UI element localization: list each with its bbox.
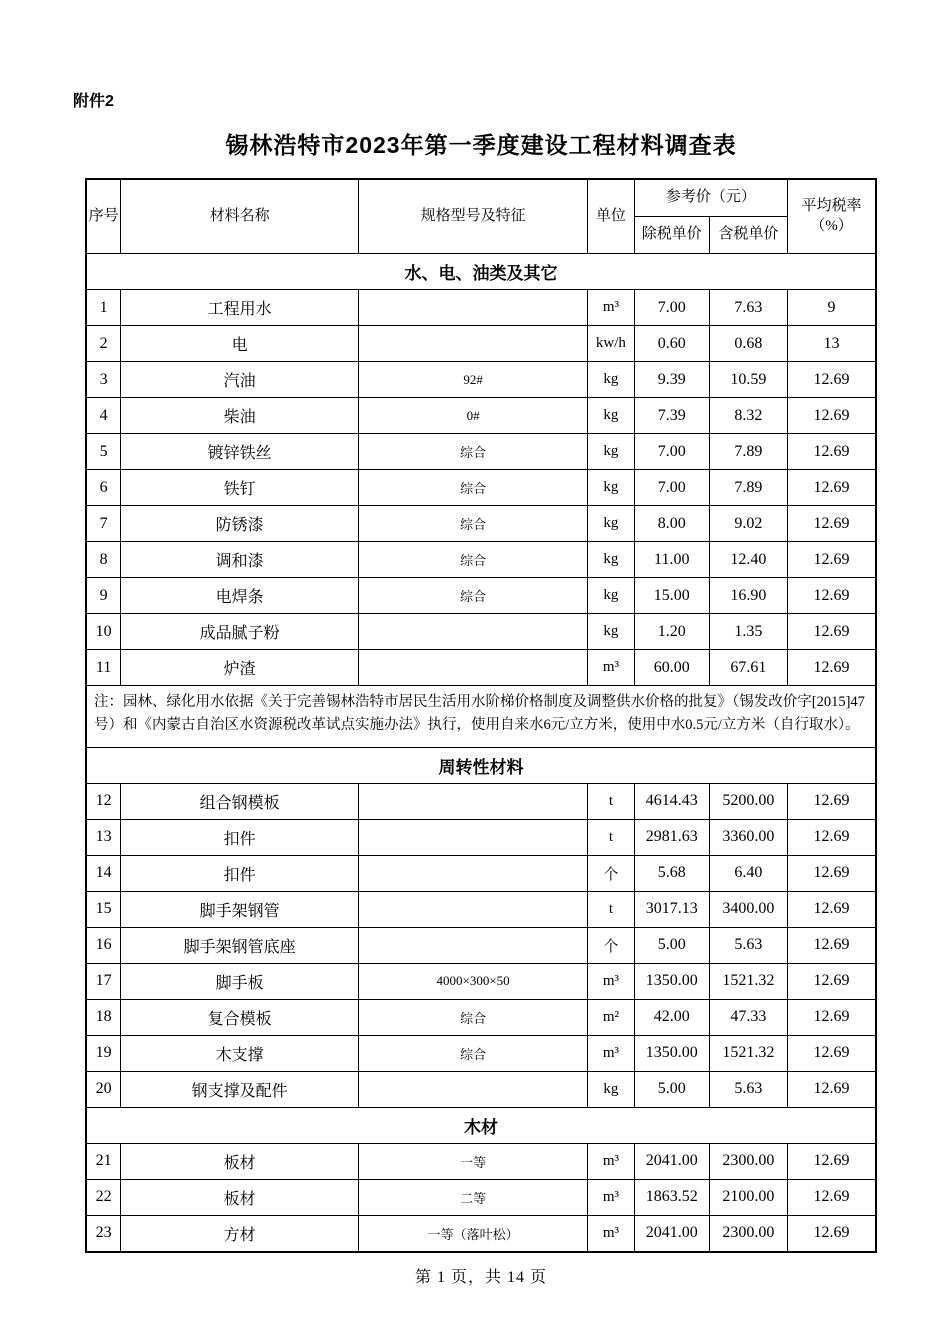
cell-unit: m³: [588, 1179, 635, 1215]
cell-material-name: 复合模板: [121, 999, 359, 1035]
cell-seq: 22: [86, 1179, 121, 1215]
column-header-price-inc-tax: 含税单价: [709, 217, 787, 254]
column-header-ref-price-group: 参考价（元）: [634, 179, 787, 217]
cell-price-ex-tax: 1350.00: [634, 1035, 709, 1071]
cell-seq: 3: [86, 362, 121, 398]
cell-spec: 综合: [359, 578, 588, 614]
cell-spec: 一等（落叶松）: [359, 1215, 588, 1252]
section-header: 周转性材料: [86, 747, 876, 783]
column-header-avg-tax-rate: 平均税率（%）: [787, 179, 876, 254]
cell-price-inc-tax: 2300.00: [709, 1143, 787, 1179]
cell-tax-rate: 12.69: [787, 434, 876, 470]
attachment-label: 附件2: [73, 93, 114, 110]
cell-seq: 6: [86, 470, 121, 506]
cell-price-inc-tax: 5.63: [709, 1071, 787, 1107]
cell-price-ex-tax: 5.00: [634, 1071, 709, 1107]
section-row: [86, 254, 876, 290]
column-header-seq: 序号: [86, 179, 121, 254]
header-row-top: [86, 179, 876, 217]
cell-tax-rate: 12.69: [787, 1179, 876, 1215]
cell-price-ex-tax: 11.00: [634, 542, 709, 578]
cell-price-inc-tax: 12.40: [709, 542, 787, 578]
cell-seq: 13: [86, 819, 121, 855]
table-row: [86, 290, 876, 326]
cell-price-inc-tax: 6.40: [709, 855, 787, 891]
cell-unit: m³: [588, 963, 635, 999]
cell-tax-rate: 12.69: [787, 506, 876, 542]
note-row: [86, 686, 876, 748]
cell-price-inc-tax: 3400.00: [709, 891, 787, 927]
cell-price-inc-tax: 1521.32: [709, 1035, 787, 1071]
cell-spec: [359, 290, 588, 326]
table-row: [86, 542, 876, 578]
cell-material-name: 调和漆: [121, 542, 359, 578]
cell-unit: kg: [588, 470, 635, 506]
cell-tax-rate: 12.69: [787, 999, 876, 1035]
page-number: 第 1 页，共 14 页: [414, 1269, 547, 1286]
cell-unit: t: [588, 783, 635, 819]
cell-unit: kg: [588, 614, 635, 650]
cell-price-ex-tax: 7.00: [634, 290, 709, 326]
cell-price-ex-tax: 5.68: [634, 855, 709, 891]
cell-price-ex-tax: 1.20: [634, 614, 709, 650]
cell-tax-rate: 12.69: [787, 891, 876, 927]
cell-tax-rate: 12.69: [787, 1143, 876, 1179]
section-row: [86, 1107, 876, 1143]
table-row: [86, 1179, 876, 1215]
cell-spec: 综合: [359, 542, 588, 578]
cell-seq: 2: [86, 326, 121, 362]
cell-spec: [359, 855, 588, 891]
cell-material-name: 板材: [121, 1179, 359, 1215]
cell-unit: kg: [588, 434, 635, 470]
cell-price-inc-tax: 8.32: [709, 398, 787, 434]
cell-price-ex-tax: 2981.63: [634, 819, 709, 855]
cell-spec: 综合: [359, 434, 588, 470]
cell-unit: m³: [588, 1215, 635, 1252]
cell-material-name: 脚手架钢管底座: [121, 927, 359, 963]
cell-seq: 17: [86, 963, 121, 999]
cell-material-name: 方材: [121, 1215, 359, 1252]
cell-unit: kg: [588, 578, 635, 614]
table-row: [86, 362, 876, 398]
table-row: [86, 614, 876, 650]
cell-price-inc-tax: 67.61: [709, 650, 787, 686]
table-row: [86, 650, 876, 686]
cell-seq: 9: [86, 578, 121, 614]
cell-price-ex-tax: 1863.52: [634, 1179, 709, 1215]
cell-unit: m³: [588, 650, 635, 686]
cell-material-name: 镀锌铁丝: [121, 434, 359, 470]
cell-tax-rate: 12.69: [787, 650, 876, 686]
cell-tax-rate: 12.69: [787, 578, 876, 614]
cell-price-inc-tax: 3360.00: [709, 819, 787, 855]
cell-price-inc-tax: 2300.00: [709, 1215, 787, 1252]
table-body: [86, 254, 876, 1252]
cell-price-ex-tax: 42.00: [634, 999, 709, 1035]
materials-table: [85, 178, 877, 1253]
cell-spec: [359, 614, 588, 650]
table-row: [86, 578, 876, 614]
cell-price-inc-tax: 0.68: [709, 326, 787, 362]
cell-tax-rate: 12.69: [787, 470, 876, 506]
section-row: [86, 747, 876, 783]
cell-spec: 一等: [359, 1143, 588, 1179]
cell-seq: 1: [86, 290, 121, 326]
cell-price-ex-tax: 15.00: [634, 578, 709, 614]
table-row: [86, 999, 876, 1035]
cell-material-name: 炉渣: [121, 650, 359, 686]
column-header-unit: 单位: [588, 179, 635, 254]
cell-price-ex-tax: 0.60: [634, 326, 709, 362]
column-header-spec: 规格型号及特征: [359, 179, 588, 254]
cell-tax-rate: 12.69: [787, 1035, 876, 1071]
cell-seq: 18: [86, 999, 121, 1035]
table-row: [86, 783, 876, 819]
cell-seq: 7: [86, 506, 121, 542]
cell-unit: t: [588, 891, 635, 927]
cell-price-inc-tax: 1521.32: [709, 963, 787, 999]
cell-unit: kw/h: [588, 326, 635, 362]
cell-unit: t: [588, 819, 635, 855]
cell-seq: 23: [86, 1215, 121, 1252]
cell-price-ex-tax: 2041.00: [634, 1143, 709, 1179]
cell-material-name: 板材: [121, 1143, 359, 1179]
section-note: 注：园林、绿化用水依据《关于完善锡林浩特市居民生活用水阶梯价格制度及调整供水价格的批复》（锡发改价字[2015]47号）和《内蒙古自治区水资源税改革试点实施办法》执行，使用自来水6元/立方米，使用中水0.5元/立方米（自行取水）。: [86, 686, 876, 748]
cell-seq: 19: [86, 1035, 121, 1071]
section-header: 木材: [86, 1107, 876, 1143]
cell-spec: [359, 650, 588, 686]
cell-price-ex-tax: 4614.43: [634, 783, 709, 819]
table-row: [86, 963, 876, 999]
cell-price-inc-tax: 16.90: [709, 578, 787, 614]
cell-price-ex-tax: 9.39: [634, 362, 709, 398]
cell-unit: m³: [588, 290, 635, 326]
cell-tax-rate: 12.69: [787, 362, 876, 398]
cell-seq: 11: [86, 650, 121, 686]
cell-material-name: 汽油: [121, 362, 359, 398]
table-row: [86, 1215, 876, 1252]
cell-price-ex-tax: 7.00: [634, 470, 709, 506]
cell-spec: 综合: [359, 1035, 588, 1071]
cell-price-ex-tax: 5.00: [634, 927, 709, 963]
cell-price-inc-tax: 1.35: [709, 614, 787, 650]
cell-material-name: 铁钉: [121, 470, 359, 506]
cell-price-ex-tax: 8.00: [634, 506, 709, 542]
cell-unit: kg: [588, 542, 635, 578]
table-row: [86, 891, 876, 927]
cell-unit: kg: [588, 1071, 635, 1107]
cell-price-inc-tax: 7.89: [709, 434, 787, 470]
cell-tax-rate: 12.69: [787, 398, 876, 434]
cell-price-inc-tax: 7.89: [709, 470, 787, 506]
table-row: [86, 1071, 876, 1107]
cell-material-name: 柴油: [121, 398, 359, 434]
cell-price-inc-tax: 2100.00: [709, 1179, 787, 1215]
table-row: [86, 506, 876, 542]
cell-unit: kg: [588, 362, 635, 398]
table-row: [86, 1143, 876, 1179]
cell-unit: m³: [588, 1035, 635, 1071]
page-title: 锡林浩特市2023年第一季度建设工程材料调查表: [225, 132, 737, 158]
cell-tax-rate: 12.69: [787, 927, 876, 963]
cell-spec: 二等: [359, 1179, 588, 1215]
table-row: [86, 434, 876, 470]
section-header: 水、电、油类及其它: [86, 254, 876, 290]
cell-tax-rate: 12.69: [787, 855, 876, 891]
cell-seq: 4: [86, 398, 121, 434]
cell-tax-rate: 12.69: [787, 542, 876, 578]
cell-unit: 个: [588, 855, 635, 891]
cell-tax-rate: 12.69: [787, 614, 876, 650]
cell-price-ex-tax: 7.39: [634, 398, 709, 434]
cell-spec: [359, 1071, 588, 1107]
table-row: [86, 855, 876, 891]
cell-seq: 12: [86, 783, 121, 819]
cell-price-inc-tax: 7.63: [709, 290, 787, 326]
cell-spec: 4000×300×50: [359, 963, 588, 999]
cell-spec: [359, 326, 588, 362]
cell-spec: 92#: [359, 362, 588, 398]
cell-material-name: 脚手板: [121, 963, 359, 999]
table-header: [86, 179, 876, 254]
cell-material-name: 扣件: [121, 855, 359, 891]
cell-tax-rate: 9: [787, 290, 876, 326]
cell-material-name: 脚手架钢管: [121, 891, 359, 927]
cell-spec: 综合: [359, 470, 588, 506]
cell-price-inc-tax: 5.63: [709, 927, 787, 963]
cell-material-name: 电: [121, 326, 359, 362]
cell-material-name: 钢支撑及配件: [121, 1071, 359, 1107]
cell-material-name: 工程用水: [121, 290, 359, 326]
cell-price-ex-tax: 2041.00: [634, 1215, 709, 1252]
cell-material-name: 防锈漆: [121, 506, 359, 542]
cell-material-name: 成品腻子粉: [121, 614, 359, 650]
cell-price-ex-tax: 3017.13: [634, 891, 709, 927]
cell-unit: 个: [588, 927, 635, 963]
cell-tax-rate: 12.69: [787, 1071, 876, 1107]
cell-unit: kg: [588, 506, 635, 542]
cell-seq: 20: [86, 1071, 121, 1107]
cell-tax-rate: 13: [787, 326, 876, 362]
cell-price-ex-tax: 7.00: [634, 434, 709, 470]
cell-unit: kg: [588, 398, 635, 434]
table-row: [86, 470, 876, 506]
cell-seq: 21: [86, 1143, 121, 1179]
table-row: [86, 1035, 876, 1071]
cell-tax-rate: 12.69: [787, 819, 876, 855]
cell-seq: 5: [86, 434, 121, 470]
cell-spec: [359, 891, 588, 927]
cell-seq: 10: [86, 614, 121, 650]
cell-spec: [359, 927, 588, 963]
column-header-price-ex-tax: 除税单价: [634, 217, 709, 254]
cell-material-name: 电焊条: [121, 578, 359, 614]
cell-spec: 综合: [359, 999, 588, 1035]
cell-price-ex-tax: 60.00: [634, 650, 709, 686]
cell-price-inc-tax: 47.33: [709, 999, 787, 1035]
cell-seq: 15: [86, 891, 121, 927]
cell-spec: [359, 819, 588, 855]
cell-tax-rate: 12.69: [787, 1215, 876, 1252]
cell-tax-rate: 12.69: [787, 783, 876, 819]
cell-price-inc-tax: 5200.00: [709, 783, 787, 819]
cell-spec: [359, 783, 588, 819]
cell-spec: 0#: [359, 398, 588, 434]
cell-seq: 16: [86, 927, 121, 963]
cell-seq: 14: [86, 855, 121, 891]
cell-material-name: 扣件: [121, 819, 359, 855]
cell-unit: m³: [588, 1143, 635, 1179]
cell-spec: 综合: [359, 506, 588, 542]
cell-tax-rate: 12.69: [787, 963, 876, 999]
table-row: [86, 927, 876, 963]
cell-price-inc-tax: 9.02: [709, 506, 787, 542]
cell-seq: 8: [86, 542, 121, 578]
cell-unit: m²: [588, 999, 635, 1035]
cell-material-name: 木支撑: [121, 1035, 359, 1071]
table-row: [86, 398, 876, 434]
column-header-material-name: 材料名称: [121, 179, 359, 254]
cell-price-ex-tax: 1350.00: [634, 963, 709, 999]
cell-material-name: 组合钢模板: [121, 783, 359, 819]
table-row: [86, 326, 876, 362]
cell-price-inc-tax: 10.59: [709, 362, 787, 398]
table-row: [86, 819, 876, 855]
